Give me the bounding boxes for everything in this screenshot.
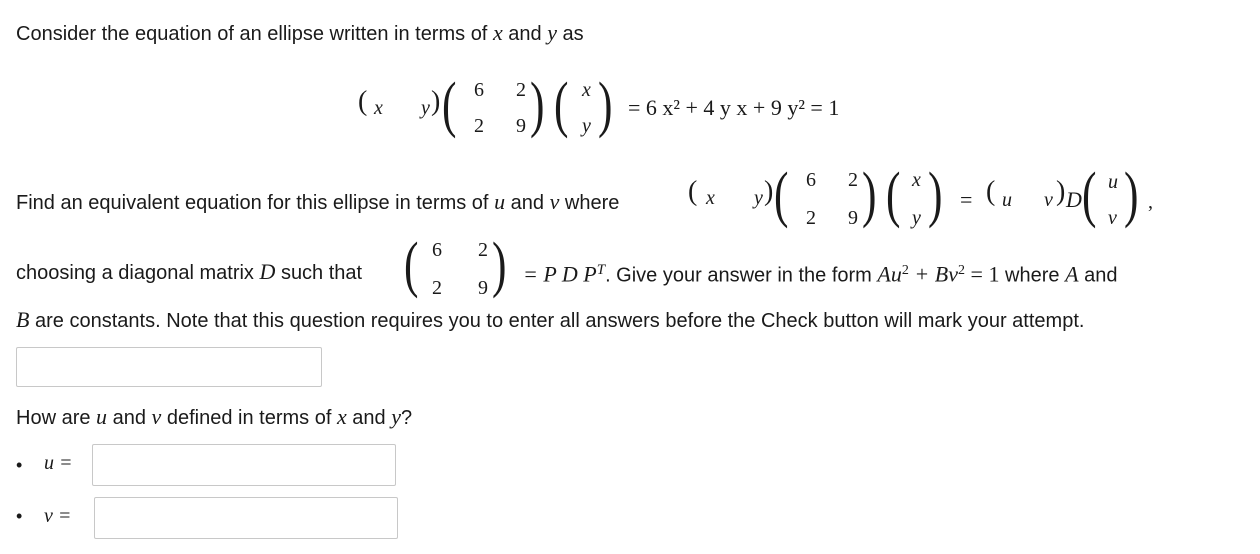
col-v: v: [1108, 207, 1117, 229]
col-paren-open: (: [554, 71, 569, 139]
var-y: y: [391, 404, 401, 429]
intro-line: [16, 21, 584, 46]
matrix-paren-close: ): [492, 231, 507, 299]
row-u: u: [1002, 189, 1012, 211]
matrix-D: D: [1066, 187, 1082, 212]
col-u: u: [1108, 171, 1118, 193]
matrix-D: D: [259, 259, 276, 284]
col-paren-close: ): [598, 71, 613, 139]
choose-rest: [523, 258, 1117, 288]
col-y: y: [582, 115, 591, 137]
choose-text-line: [16, 260, 362, 285]
paren-close: ): [764, 176, 774, 207]
m11: 6: [432, 239, 442, 261]
question2-line: [16, 405, 412, 430]
paren-open: (: [688, 176, 698, 207]
and-text: and: [352, 407, 386, 429]
m21: 2: [474, 115, 484, 137]
answer-input[interactable]: [16, 347, 322, 387]
uv-paren-open: (: [986, 176, 996, 207]
and-text: and: [510, 192, 544, 214]
var-v: v: [151, 404, 162, 429]
such-that-text: such that: [280, 262, 363, 284]
form-rhs: = 1: [970, 261, 1000, 287]
square: 2: [901, 263, 909, 278]
uvcol-paren-open: (: [1082, 161, 1097, 229]
u-label: u =: [44, 452, 73, 474]
as-text: as: [562, 23, 584, 45]
m22: 9: [516, 115, 526, 137]
display-rhs: = 6 x² + 4 y x + 9 y² = 1: [628, 95, 840, 120]
form-Bv: + Bv: [914, 261, 958, 287]
v-input[interactable]: [94, 497, 398, 539]
uvcol-paren-close: ): [1124, 161, 1139, 229]
m12: 2: [516, 79, 526, 101]
m12: 2: [478, 239, 488, 261]
form-Au: Au: [877, 261, 902, 287]
and-text: and: [1084, 264, 1118, 287]
intro-text: Consider the equation of an ellipse written in terms of: [16, 23, 488, 45]
row-v: v: [1044, 189, 1053, 211]
v-label: v =: [44, 505, 72, 527]
and-text: and: [508, 23, 542, 45]
var-x: x: [492, 20, 503, 45]
question-mark: ?: [401, 407, 413, 429]
choose-matrix: [404, 231, 524, 302]
var-v: v: [549, 189, 560, 214]
square: 2: [957, 263, 965, 278]
u-input[interactable]: [92, 444, 396, 486]
matrix-paren-open: (: [442, 71, 457, 139]
col-paren-open: (: [886, 161, 901, 229]
m12: 2: [848, 169, 858, 191]
m22: 9: [848, 207, 858, 229]
where-text: where: [1005, 264, 1060, 287]
comma: ,: [1148, 191, 1153, 213]
matrix-paren-close: ): [862, 161, 877, 229]
paren-open: (: [358, 86, 368, 117]
m11: 6: [474, 79, 484, 101]
and-text: and: [112, 407, 146, 429]
m11: 6: [806, 169, 816, 191]
row-x: x: [706, 187, 715, 209]
var-x: x: [336, 404, 347, 429]
m22: 9: [478, 277, 488, 299]
pdpt: = P D P: [523, 261, 597, 287]
var-u: u: [494, 189, 506, 214]
defined-text: defined in terms of: [166, 407, 332, 429]
matrix-paren-open: (: [774, 161, 789, 229]
var-y: y: [547, 20, 557, 45]
bullet: •: [16, 506, 23, 526]
transpose-T: T: [596, 262, 606, 278]
matrix-paren-close: ): [530, 71, 545, 139]
matrix-paren-open: (: [404, 231, 419, 299]
bullet: •: [16, 455, 23, 475]
const-B: B: [16, 307, 30, 332]
constants-text: are constants. Note that this question requires you to enter all answers before the Check button will mark your attempt.: [35, 310, 1085, 332]
row-y: y: [754, 187, 763, 209]
uv-paren-close: ): [1056, 176, 1066, 207]
col-x: x: [582, 79, 591, 101]
where-text: where: [564, 192, 620, 214]
find-equation: [688, 161, 1208, 232]
choose-text: choosing a diagonal matrix: [16, 262, 254, 284]
find-text-line: [16, 190, 619, 215]
m21: 2: [432, 277, 442, 299]
constants-line: [16, 308, 1084, 333]
row-y: y: [421, 97, 430, 119]
col-paren-close: ): [928, 161, 943, 229]
equals: =: [960, 187, 973, 212]
col-y: y: [912, 207, 921, 229]
const-A: A: [1065, 261, 1079, 287]
m21: 2: [806, 207, 816, 229]
var-u: u: [96, 404, 108, 429]
give-answer-text: . Give your answer in the form: [605, 264, 872, 287]
paren-close: ): [431, 86, 441, 117]
col-x: x: [912, 169, 921, 191]
row-x: x: [374, 97, 383, 119]
find-text: Find an equivalent equation for this ellipse in terms of: [16, 192, 489, 214]
how-are-text: How are: [16, 407, 91, 429]
display-equation: [358, 71, 918, 140]
